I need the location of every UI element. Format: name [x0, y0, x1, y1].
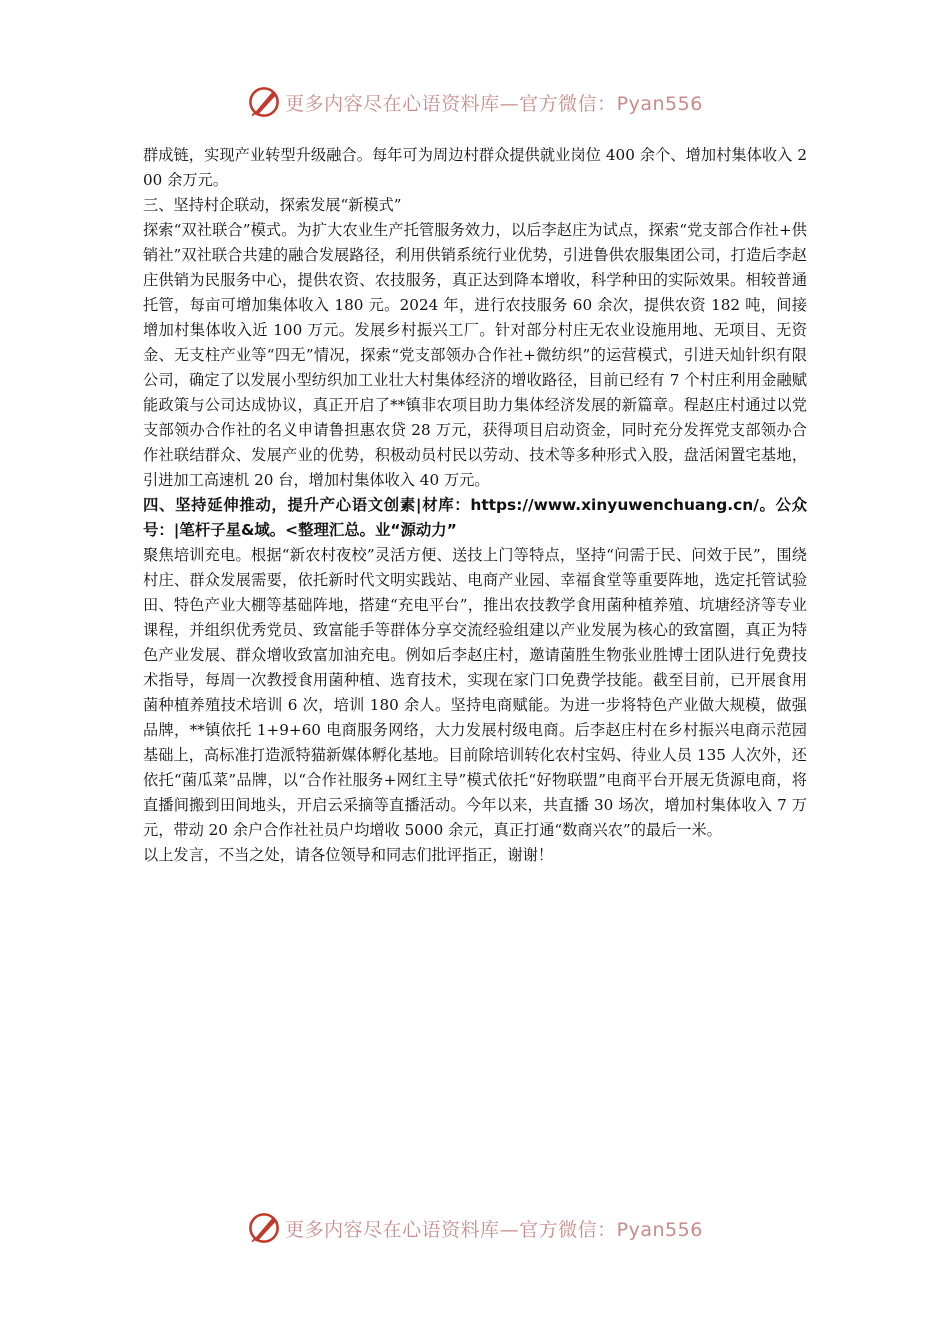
section-heading-4: 四、坚持延伸推动，提升产心语文创素|材库：https://www.xinyuwenchuang.cn/。公众号：|笔杆子星&域。<整理汇总。业“源动力” [143, 496, 807, 539]
quill-logo-icon [247, 1211, 281, 1245]
footer-watermark-banner [0, 1208, 950, 1248]
document-body [143, 143, 807, 868]
paragraph-continuation: 群成链，实现产业转型升级融合。每年可为周边村群众提供就业岗位 400 余个、增加村集体收入 200 余万元。 [143, 146, 807, 189]
paragraph-section-3: 探索“双社联合”模式。为扩大农业生产托管服务效力，以后李赵庄为试点，探索“党支部合作社+供销社”双社联合共建的融合发展路径，利用供销系统行业优势，引进鲁供农服集团公司，打造后李赵庄供销为民服务中心，提供农资、农技服务，真正达到降本增收，科学种田的实际效果。相较普通托管，每亩可增加集体收入 180 元。2024 年，进行农技服务 60 余次，提供农资 182 吨，间接增加村集体收入近 100 万元。发展乡村振兴工厂。针对部分村庄无农业设施用地、无项目、无资金、无支柱产业等“四无”情况，探索“党支部领办合作社+微纺织”的运营模式，引进天灿针织有限公司，确定了以发展小型纺织加工业壮大村集体经济的增收路径，目前已经有 7 个村庄利用金融赋能政策与公司达成协议，真正开启了**镇非农项目助力集体经济发展的新篇章。程赵庄村通过以党支部领办合作社的名义申请鲁担惠农贷 28 万元，获得项目启动资金，同时充分发挥党支部领办合作社联结群众、发展产业的优势，积极动员村民以劳动、技术等多种形式入股，盘活闲置宅基地，引进加工高速机 20 台，增加村集体收入 40 万元。 [143, 221, 807, 489]
header-watermark-banner [0, 82, 950, 122]
header-watermark-text: 更多内容尽在心语资料库—官方微信：Pyan556 [285, 92, 703, 115]
section-heading-3: 三、坚持村企联动，探索发展“新模式” [143, 196, 402, 214]
footer-watermark-text: 更多内容尽在心语资料库—官方微信：Pyan556 [285, 1218, 703, 1241]
closing-remark: 以上发言，不当之处，请各位领导和同志们批评指正，谢谢！ [143, 846, 554, 864]
quill-logo-icon [247, 85, 281, 119]
paragraph-section-4: 聚焦培训充电。根据“新农村夜校”灵活方便、送技上门等特点，坚持“问需于民、问效于民”，围绕村庄、群众发展需要，依托新时代文明实践站、电商产业园、幸福食堂等重要阵地，选定托管试验田、特色产业大棚等基础阵地，搭建“充电平台”，推出农技教学食用菌种植养殖、坑塘经济等专业课程，并组织优秀党员、致富能手等群体分享交流经验组建以产业发展为核心的致富圈，真正为特色产业发展、群众增收致富加油充电。例如后李赵庄村，邀请菌胜生物张业胜博士团队进行免费技术指导，每周一次教授食用菌种植、选育技术，实现在家门口免费学技能。截至目前，已开展食用菌种植养殖技术培训 6 次，培训 180 余人。坚持电商赋能。为进一步将特色产业做大规模，做强品牌，**镇依托 1+9+60 电商服务网络，大力发展村级电商。后李赵庄村在乡村振兴电商示范园基础上，高标准打造派特猫新媒体孵化基地。目前除培训转化农村宝妈、待业人员 135 人次外，还依托“菌瓜菜”品牌，以“合作社服务+网红主导”模式依托“好物联盟”电商平台开展无货源电商，将直播间搬到田间地头，开启云采摘等直播活动。今年以来，共直播 30 场次，增加村集体收入 7 万元，带动 20 余户合作社社员户均增收 5000 余元，真正打通“数商兴农”的最后一米。 [143, 546, 807, 839]
